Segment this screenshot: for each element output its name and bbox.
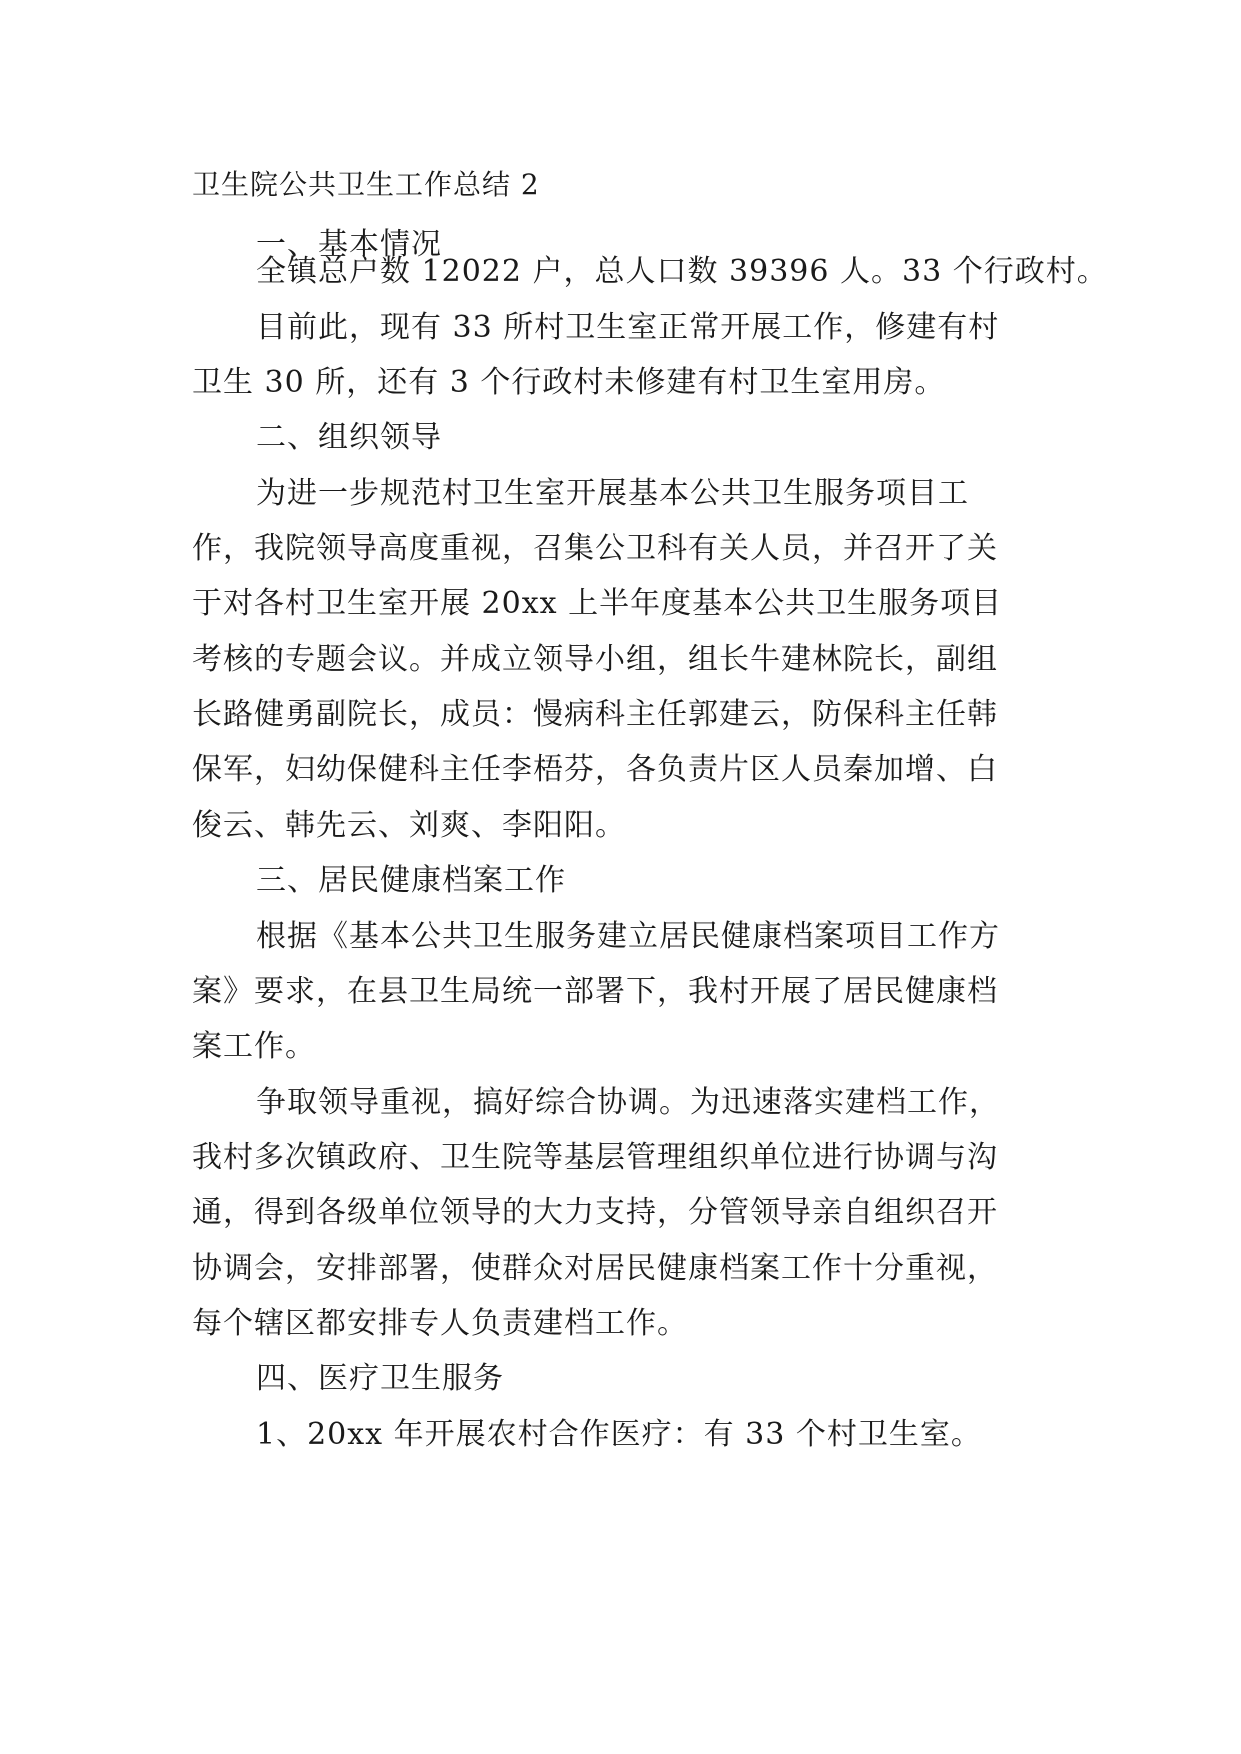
- paragraph-line: 根据《基本公共卫生服务建立居民健康档案项目工作方: [256, 919, 1000, 954]
- paragraph-line: 作，我院领导高度重视，召集公卫科有关人员，并召开了关: [192, 531, 998, 566]
- paragraph-line: 为进一步规范村卫生室开展基本公共卫生服务项目工: [256, 476, 969, 511]
- paragraph-line: 每个辖区都安排专人负责建档工作。: [192, 1306, 688, 1341]
- paragraph-line: 卫生 30 所，还有 3 个行政村未修建有村卫生室用房。: [192, 365, 946, 400]
- paragraph-line: 目前此，现有 33 所村卫生室正常开展工作，修建有村: [256, 310, 1000, 345]
- paragraph-line: 于对各村卫生室开展 20xx 上半年度基本公共卫生服务项目: [192, 586, 1003, 621]
- paragraph-line: 案工作。: [192, 1029, 316, 1064]
- paragraph-line: 全镇总户数 12022 户，总人口数 39396 人。33 个行政村。: [256, 254, 1108, 289]
- paragraph-line: 俊云、韩先云、刘爽、李阳阳。: [192, 808, 626, 843]
- paragraph-line: 考核的专题会议。并成立领导小组，组长牛建林院长，副组: [192, 642, 998, 677]
- paragraph-line: 通，得到各级单位领导的大力支持，分管领导亲自组织召开: [192, 1195, 998, 1230]
- paragraph-line: 案》要求，在县卫生局统一部署下，我村开展了居民健康档: [192, 974, 998, 1009]
- section-heading-medical-services: 四、医疗卫生服务: [256, 1361, 504, 1396]
- paragraph-line: 保军，妇幼保健科主任李梧芬，各负责片区人员秦加增、白: [192, 752, 998, 787]
- paragraph-line: 1、20xx 年开展农村合作医疗：有 33 个村卫生室。: [256, 1417, 982, 1452]
- paragraph-line: 协调会，安排部署，使群众对居民健康档案工作十分重视，: [192, 1251, 998, 1286]
- section-heading-health-records: 三、居民健康档案工作: [256, 863, 566, 898]
- document-title: 卫生院公共卫生工作总结 2: [192, 168, 540, 201]
- section-heading-organization: 二、组织领导: [256, 420, 442, 455]
- paragraph-line: 争取领导重视，搞好综合协调。为迅速落实建档工作，: [256, 1085, 1000, 1120]
- paragraph-line: 我村多次镇政府、卫生院等基层管理组织单位进行协调与沟: [192, 1140, 998, 1175]
- section-heading-basic: 一、基本情况: [256, 227, 442, 262]
- paragraph-line: 长路健勇副院长，成员：慢病科主任郭建云，防保科主任韩: [192, 697, 998, 732]
